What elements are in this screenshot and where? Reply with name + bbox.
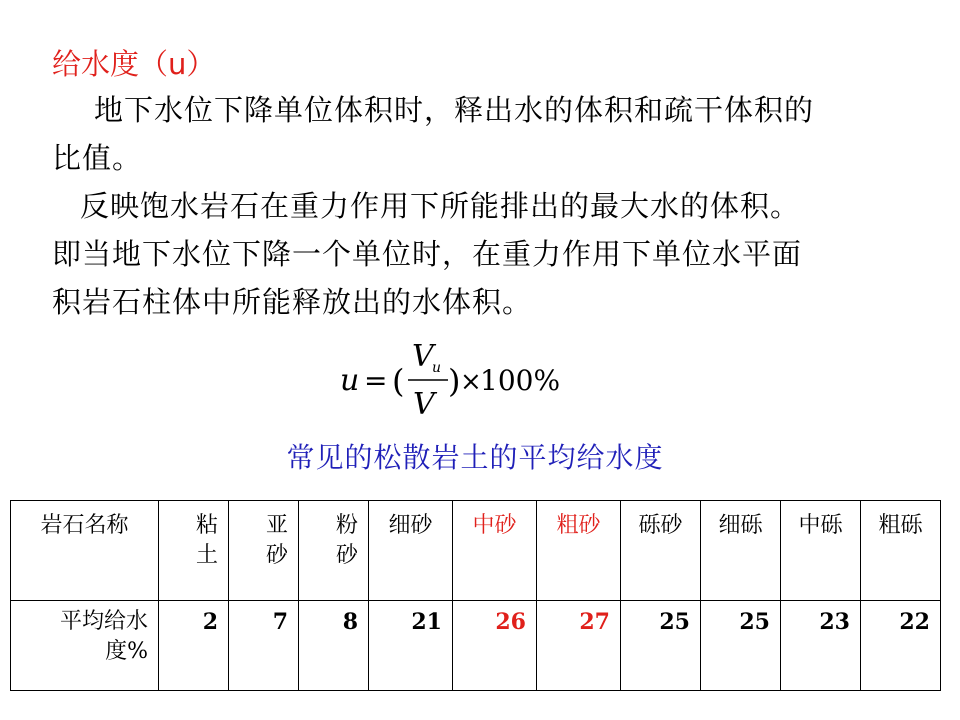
definition-line-2: 比值。: [52, 141, 143, 175]
value-cell: 22: [861, 601, 941, 691]
header-label: 岩石名称: [40, 513, 129, 538]
rock-name-line-2: 砂: [335, 543, 358, 568]
value-cell: 21: [369, 601, 453, 691]
rock-name-line-1: 亚: [265, 513, 288, 538]
formula-lhs: u: [340, 363, 360, 398]
value-cell: 2: [159, 601, 229, 691]
header-cell: [229, 501, 299, 601]
value-cell-highlight: 27: [537, 601, 621, 691]
explanation-paragraph: [52, 182, 802, 326]
table-header-row: [11, 501, 941, 601]
rock-name: 砾砂: [638, 513, 683, 538]
rock-name: 中砂: [472, 513, 517, 538]
formula-equals: =: [364, 364, 388, 397]
rock-name-line-1: 粉: [335, 513, 358, 538]
value-label-line-2: 度%: [105, 639, 148, 664]
formula-close-paren: ): [448, 362, 461, 400]
definition-line-1: 地下水位下降单位体积时，释出水的体积和疏干体积的: [94, 93, 815, 127]
rock-name: 粗砾: [878, 513, 923, 538]
formula-open-paren: (: [392, 362, 405, 400]
slide-title: 给水度（u）: [52, 47, 216, 81]
definition-paragraph: [52, 86, 814, 182]
formula-percent: 100%: [480, 364, 561, 397]
explanation-line-2: 即当地下水位下降一个单位时，在重力作用下单位水平面: [52, 237, 803, 271]
rock-name: 细砂: [388, 513, 433, 538]
explanation-line-3: 积岩石柱体中所能释放出的水体积。: [52, 285, 533, 319]
table-caption-text: 常见的松散岩土的平均给水度: [286, 441, 664, 474]
formula-times: ×: [460, 367, 482, 397]
value-cell: 23: [781, 601, 861, 691]
header-cell-highlight: [453, 501, 537, 601]
rock-name: 粗砂: [556, 513, 601, 538]
header-cell: [701, 501, 781, 601]
header-cell-highlight: [537, 501, 621, 601]
table-caption: [0, 438, 960, 478]
rock-name-line-2: 土: [195, 543, 218, 568]
formula: [340, 336, 580, 422]
rock-name: 细砾: [718, 513, 763, 538]
table-value-row: [11, 601, 941, 691]
water-yield-table: [10, 500, 941, 691]
formula-numerator: V: [412, 339, 434, 374]
explanation-line-1: 反映饱水岩石在重力作用下所能排出的最大水的体积。: [80, 189, 801, 223]
rock-name: 中砾: [798, 513, 843, 538]
value-label-line-1: 平均给水: [59, 609, 148, 634]
rock-name-line-1: 粘: [195, 513, 218, 538]
value-label-cell: [11, 601, 159, 691]
rock-name-line-2: 砂: [265, 543, 288, 568]
header-cell: [369, 501, 453, 601]
header-cell: [621, 501, 701, 601]
header-label-cell: [11, 501, 159, 601]
header-cell: [299, 501, 369, 601]
header-cell: [781, 501, 861, 601]
value-cell-highlight: 26: [453, 601, 537, 691]
header-cell: [159, 501, 229, 601]
header-cell: [861, 501, 941, 601]
formula-numerator-subscript: u: [432, 360, 442, 376]
formula-denominator: V: [413, 387, 435, 422]
value-cell: 7: [229, 601, 299, 691]
value-cell: 8: [299, 601, 369, 691]
value-cell: 25: [621, 601, 701, 691]
value-cell: 25: [701, 601, 781, 691]
